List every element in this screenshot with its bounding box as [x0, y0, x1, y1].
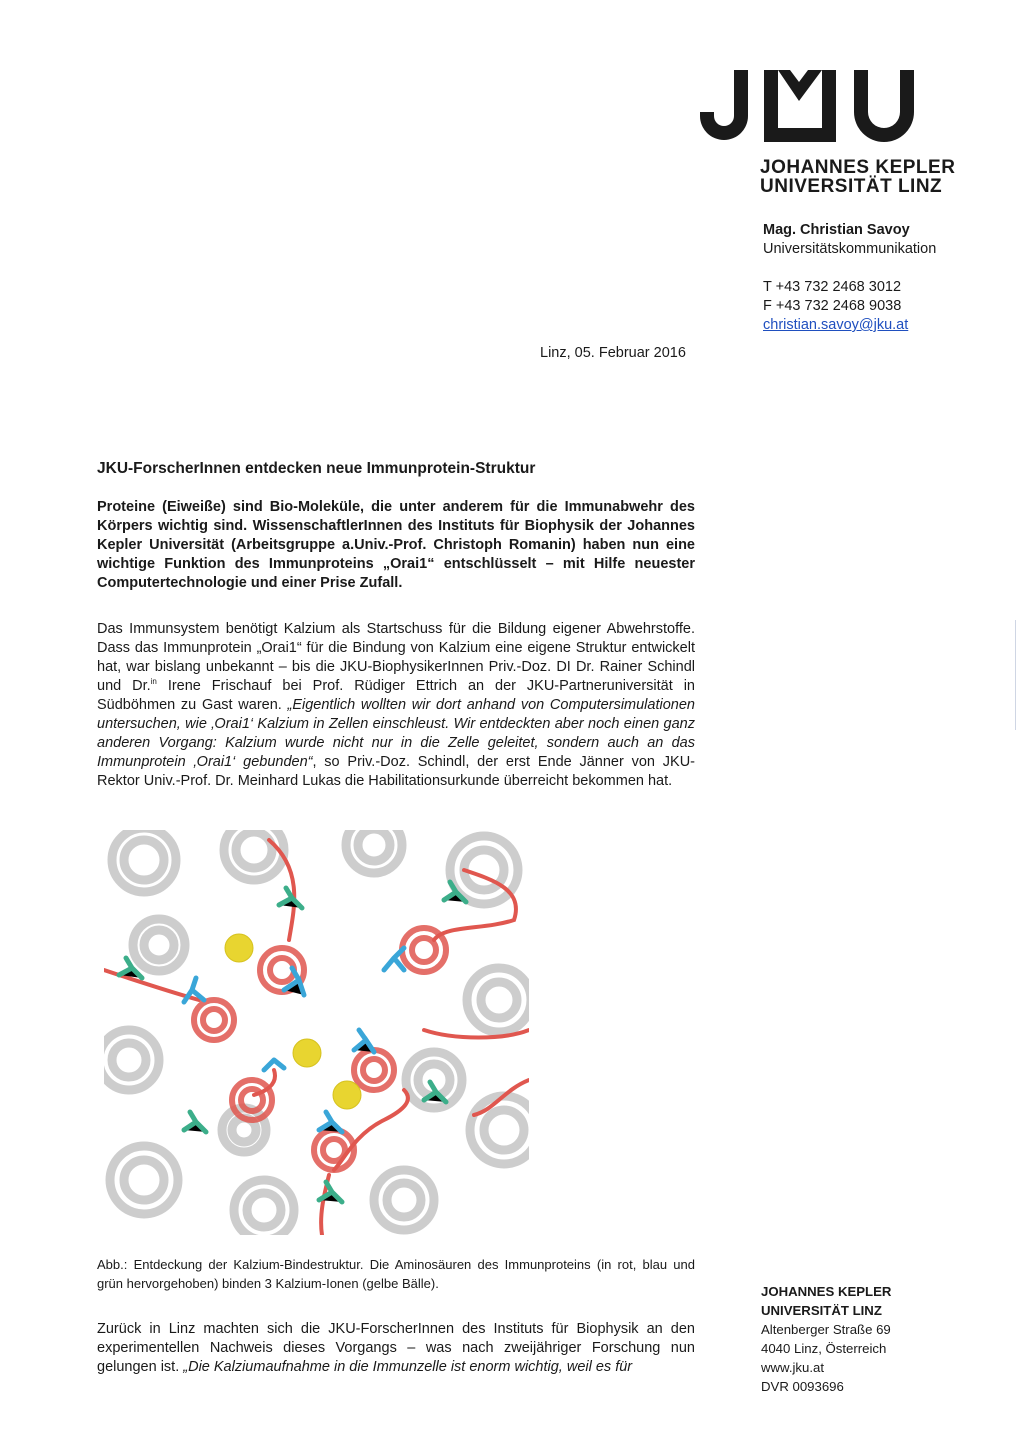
page-edge-mark	[1015, 620, 1016, 730]
date-line: Linz, 05. Februar 2016	[540, 345, 686, 361]
calcium-ion	[293, 1039, 321, 1067]
contact-phone: T +43 732 2468 3012	[763, 279, 902, 295]
body-paragraph-1	[97, 620, 695, 791]
address-dvr: DVR 0093696	[761, 1379, 844, 1394]
logo-name-line1: JOHANNES KEPLER	[760, 157, 956, 178]
body2-quote: „Die Kalziumaufnahme in die Immunzelle ist enorm wichtig, weil es für	[183, 1359, 633, 1375]
figure-caption: Abb.: Entdeckung der Kalzium-Bindestruktur. Die Aminosäuren des Immunproteins (in rot, blau und grün hervorgehoben) binden 3 Kalzium-Ionen (gelbe Bälle).	[97, 1257, 695, 1291]
contact-name: Mag. Christian Savoy	[763, 222, 910, 238]
body-paragraph-2	[97, 1320, 695, 1377]
contact-fax: F +43 732 2468 9038	[763, 298, 902, 314]
protein-structure-figure	[104, 830, 529, 1235]
body2-text-1: Zurück in Linz machten sich die JKU-ForscherInnen des Instituts für Biophysik an den experimentellen Nachweis dieses Vorgangs – was nach zweijähriger Forschung nun gelungen ist.	[97, 1321, 695, 1375]
address-line-1: JOHANNES KEPLER	[761, 1284, 892, 1299]
contact-department: Universitätskommunikation	[763, 241, 937, 257]
body1-text-3: , so Priv.-Doz. Schindl, der erst Ende Jänner von JKU-Rektor Univ.-Prof. Dr. Meinhard Lukas die Habilitationsurkunde überreicht bekommen hat.	[97, 754, 696, 789]
body1-quote: „Eigentlich wollten wir dort anhand von Computersimulationen untersuchen, wie ‚Orai1‘ Kalzium in Zellen einschleust. Wir entdeckten aber noch einen ganz anderen Vorgang: Kalzium wurde nicht nur in die Zelle geleitet, sondern auch an das Immunprotein ‚Orai1‘ gebunden“	[97, 697, 695, 770]
body1-text-1: Das Immunsystem benötigt Kalzium als Startschuss für die Bildung eigener Abwehrstoffe. Dass das Immunprotein „Orai1“ für die Bindung von Kalzium eine eigene Struktur entwickelt hat, war bislang unbekannt – bis die JKU-BiophysikerInnen Priv.-Doz. DI Dr. Rainer Schindl und Dr.	[97, 621, 695, 694]
body1-superscript: in	[150, 677, 157, 686]
calcium-ion	[225, 934, 253, 962]
address-line-2: UNIVERSITÄT LINZ	[761, 1303, 882, 1318]
jku-logo	[698, 70, 914, 142]
address-city: 4040 Linz, Österreich	[761, 1341, 887, 1356]
lead-paragraph: Proteine (Eiweiße) sind Bio-Moleküle, die unter anderem für die Immunabwehr des Körpers wichtig sind. WissenschaftlerInnen des Instituts für Biophysik der Johannes Kepler Universität (Arbeitsgruppe a.Univ.-Prof. Christoph Romanin) haben nun eine wichtige Funktion des Immunproteins „Orai1“ entschlüsselt – mit Hilfe neuester Computertechnologie und einer Prise Zufall.	[97, 499, 695, 591]
address-web: www.jku.at	[761, 1360, 825, 1375]
calcium-ion	[333, 1081, 361, 1109]
body1-text-2: Irene Frischauf bei Prof. Rüdiger Ettrich an der JKU-Partneruniversität in Südböhmen zu Gast waren.	[97, 678, 695, 713]
page-title: JKU-ForscherInnen entdecken neue Immunprotein-Struktur	[97, 460, 536, 477]
address-street: Altenberger Straße 69	[761, 1322, 891, 1337]
logo-name-line2: UNIVERSITÄT LINZ	[760, 176, 943, 197]
contact-email-link[interactable]: christian.savoy@jku.at	[763, 317, 909, 333]
